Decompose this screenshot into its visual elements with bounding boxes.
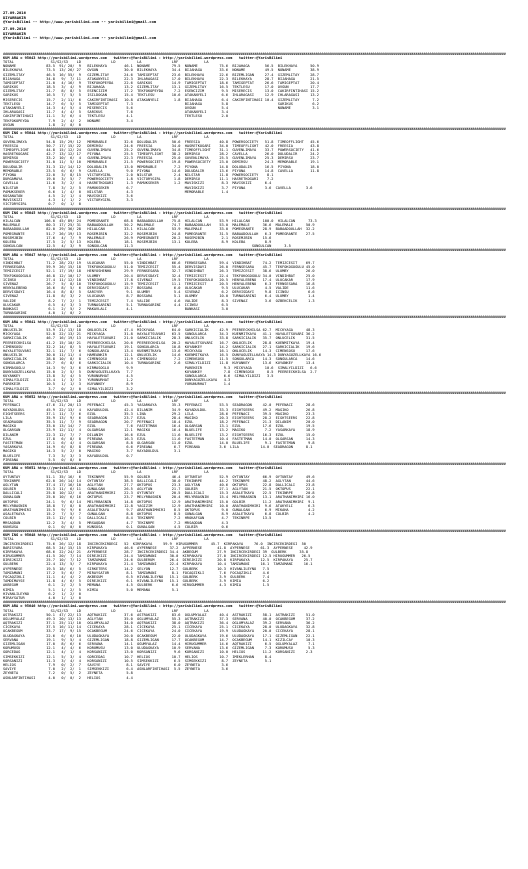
table-row: TEMIZCESIT 52.1 17/ 19/ 18 HENYOSHENHO 29.9 FERNSESARA 32.7 VINDIHBAT 26.3 TEMIZCESIT 38.6 ULUMBY 26.0 [3,269,315,274]
table-row: ASALETKAYA 15.2 7/ 5/ 7 GUNALGAN 8.8 OKTOPUS 8.5 GUNALGAN 8.9 ASALETKAYA 6.8 COLBIR 4.2 [3,512,315,517]
header-site-line[interactable]: @YarisBilimi -- http://www.yarisbilimi.com -- yarisbilimi@gmail.com [3,19,157,24]
table-row: ASNLARFINTIHASI 4.0 0/ 0/ 2 HELIOS 4.4 [3,675,133,680]
race-block [3,315,525,390]
table-row: TEKFOKOPEYDA 7.9 2/ 4/ 2 NONAME 3.4 [3,118,133,123]
table-row: MALEMALE 80.3 17/ 25/ 31 BABAADOULLAH 50.2 MALEMALE 74.7 BABAADOULLAH 53.0 MALEMALE 36.6 MALEMALE 50.9 [3,223,315,228]
table-row: CAKIRFINTIHASI 11.1 3/ 6/ 4 TEKTLESU 4.1 TEKTLESU 2.0 [3,114,229,119]
results-document [3,3,525,865]
race-title: KUM ARA = 95647 http://yarisbilimi.wordpress.com twitter:@YarisBilimi : http://yarisbilimi.wordpress.com twitter:@YarisBilimi [3,252,283,257]
table-row: TAMZAMANI 17.2 5/ 6/ 7 MIRAYSATUR 8.1 TAMZAMANI 8.1 FOCAQZIKLI 7.6 FOCAQZIKLI 4.6 [3,570,270,575]
table-row: VALIDE 8.2 7/ 2/ 1 TEMIZCESIT 7.4 VALIDE 4.6 VALIDE 8.3 SIVENAZ 3.6 OZBEKCELIK 1.3 [3,298,315,303]
race-block [3,207,525,249]
table-row: AGLYTAN 37.4 17/ 16/ 10 AGLYTAN 27.7 OKTOPUS 23.3 AGLYTAN 40.6 OKTOPUS 22.8 DALLICALI 23.8 [3,482,315,487]
table-row: SIMSEKKIZI 12.1 5/ 3/ 4 GORCEDAG 10.7 HELIOS 10.7 HELIOS 10.7 IMEKLERHAN 8.4 [3,654,272,659]
table-row: HIVANLILEYNO 6.2 1/ 2/ 0 [3,591,81,596]
table-row: DIREJKIZI 25.7 10/ 7/ 12 TAMZAMANI 24.6 GULBERUM 26.4 DIREJKIZI 20.8 KIRPAKAYA 12.5 KIRPAKAYA 25.7 [3,558,313,563]
table-row: NILSTAR 7.8 3/ 2/ 5 PAMUKSEKER 6.7 MAVISKIZI 3.7 PIYONA 3.6 CAVELLA 3.6 [3,185,313,190]
header-block [3,11,525,43]
race-title: KUM ARA = 95646 http://yarisbilimi.wordpress.com twitter:@YarisBilimi : http://yarisbilimi.wordpress.com twitter:@YarisBilimi [3,604,283,609]
table-row: MRSAQDAN 12.2 3/ 4/ 5 MRSAQDAN 4.7 TEKINRPE 7.2 MRSAQDAN 4.3 [3,520,229,525]
header-site-line[interactable]: @YarisBilimi -- http://www.yarisbilimi.com -- yarisbilimi@gmail.com [3,34,157,40]
column-header: TOTAL S1/S2/S3 LD LD LA LRF LA [3,59,209,64]
table-row: KIMIA 5.1 1/ 2/ 5 KIMIA 5.0 MEMANA 5.1 [3,587,179,592]
table-row: MELYRBASNIN 18.8 7/ 8/ 8 ARATHANIMHIRI 12.8 YAGIZIM 12.9 ARATHANIMHIRI 10.0 ARATHANIMHIRI 9.6 ATAKYELI 6.3 [3,503,315,508]
table-row: TURNASARINI 4.0 1/ 0/ 2 [3,311,81,316]
race-title: KUM ARA = 95651 http://yarisbilimi.wordpress.com twitter:@YarisBilimi : http://yarisbilimi.wordpress.com twitter:@YarisBilimi [3,466,283,471]
table-row: MEMORABLE 23.5 6/ 6/ 9 CAVELLA 9.0 PIYONA 14.6 DOLUDALIR 13.6 PIYONA 14.8 CAVELLA 11.8 [3,168,319,173]
races-block [3,52,525,680]
table-row: ROSEMJBIN 17.6 4/ 7/ 9 MALEMALE 26.9 POMEGRANTE 20.2 ROSEMJBIN 2.1 ROSEMJBIN 15.6 [3,235,272,240]
table-row: ZEYNETA 7.2 0/ 5/ 2 ZEYNETA 5.8 [3,671,133,676]
table-row: DILANIM 22.3 12/ 7/ 7 DILANIM 16.6 EZUL 11.6 BLUELIFE 13.2 EIGHTSEERS 16.3 EZUL 15.0 [3,432,315,437]
separator [3,248,525,252]
table-row: TIMEOFFLIGHT 44.8 15/ 12/ 24 GUVENLIMAYA 25.2 GUVENLIMAYA 34.8 TIMEOFFLIGHT 31.1 GUVENLIMAYA 33.7 POWERSOCIETY 41.6 [3,147,319,152]
table-row: KORUMUSU 12.1 4/ 4/ 6 KORUMUSU 13.0 ULUDAGKAYA 10.9 SERVANA 13.6 GIZEMLIGAN 7.3 KORUMUSU 5.3 [3,646,315,651]
race-block [3,529,525,600]
table-row: GORCEDAG 12.1 4/ 1/ 4 KORSANIZI 13.0 KORSANIZI 9.6 KORSANIZI 10.0 HELIOS 11.2 KORSANIZI 2.3 [3,650,313,655]
race-block [3,248,525,315]
table-row: MAVISKIZI 4.3 1/ 1/ 2 VICTORYGIRL 3.3 [3,198,133,203]
table-row: KIRPAKAYA 68.6 22/ 24/ 21 AYPERNESE 28.7 INCIRCEKIRDEGI 34.4 AKBEGUM 27.9 INCIRCEKIRDEGI 39 GULBERK 35.8 [3,549,309,554]
table-row: FERNSESARA 59.9 26/ 15/ 18 TEKFOKOGOGULU 51.0 TEMIZCESIT 55.4 DERVISDAYI 26.0 FERNSESARA 45.7 TEKFOKOGOGULU 45.0 [3,265,315,270]
table-row: DALLICALI 25.8 10/ 12/ 4 ARATHANIMHIRI 22.3 OYTUNTAY 20.5 DALLICALI 15.3 ASALETKAYA 22.5 TEKINRPE 20.8 [3,491,315,496]
race-title: KUM ARA = 95643 http://yarisbilimi.wordpress.com twitter:@YarisBilimi : http://yarisbilimi.wordpress.com twitter:@YarisBilimi [3,55,283,60]
table-row: HIRUGUMMER 41.5 20/ 7/ 14 DIREJKIZI 24.4 TAMZAMANI 30.0 KIRPAKAYA 27.0 INCIRCEKIRDEGI 12.5 HIRUGUMMER 26.5 [3,554,311,559]
table-row: GIZEMLITAY 46.5 16/ 55/ 9 GIZEMLITAY 24.6 TAMIGEPTAT 23.6 BILEKHAYA 22.6 BIZEMLIGAN 27.4 GIZEMLITAY 28.7 [3,72,319,77]
table-row: ONLUCELIK 53.9 21/ 13/ 18 ONLUCELIK 47.4 MICKYAGA 64.0 SARKICIALIK 42.9 PEEREECKHILSA 62.7 MICKYAGA 48.3 [3,327,315,332]
table-row: OCAKBEGUM 33.7 17/ 9/ 15 OCAKBEGUM 24.6 CICEKAYA 24.0 CICEKAYA 19.9 ULUDAGKAYA 20.0 CICEKAYA 28.1 [3,629,315,634]
table-row: HELIOS 7.9 0/ 2/ 7 SAVIYE 8.1 SAVIYE 6.0 ZEYNETA 3.6 [3,662,229,667]
table-row: FOCAQZIKLI 11.1 4/ 4/ 2 AKBEGUM 6.5 HIVANLILEYNO 15.1 GULBERK 3.9 GULBERK 7.4 [3,575,270,580]
table-row: TEKFOKOGOGULU 46.8 12/ 10/ 17 ULUMBY 20.4 DERVISDAYI 32.4 TEMIZCESIT 22.4 TEKFOKOGOGULU 34.0 VINDIHBAT 25.0 [3,273,315,278]
header-date: 27.09.2016 [3,10,26,16]
table-row: HAYALETSUVARI 32.1 11/ 7/ 6 SONGULARCA 13.4 KUENMITKAYA 13.6 MICKYAGA 16.1 ONLUCELIK 14.3 CIMENSOSU 17.6 [3,348,315,353]
table-row: ATAKANYELI 14.3 4/ 5/ 4 MISERECIS 5.6 OVGUN 5.4 NONAME 3.1 [3,106,319,111]
table-row: SARIKUS 16.5 7/ 5/ 5 ISILDOGAN 15.4 TEKTLESU 10.6 ATAKANYELI 6.6 IHLARAGASI 12.9 IHLARAGASI 13.2 [3,93,319,98]
table-row: HILALCAN 106.0 45/ 89/ 24 POMEGRANTE 68.8 BABAADOULLAH 75.8 HILALCAN 53.9 HILALCAN 100.0 HILALCAN 73.3 [3,219,317,224]
table-row: MAGIKO 33.0 13/ 14/ 7 EZUL 7.6 FASTETMAN 16.4 OLGARSAN 13.1 EZUL 17.6 EZUL 19.5 [3,424,315,429]
table-row: INCIRCEKIRDEGI 75.6 26/ 12/ 18 INCIRCEKIRDEGI 52 KIRPAKAYA 59.9 HIRUGUMMER 45.7 KIRPAKAYA 76.0 INCIRCEKIRDEGI 50 [3,541,306,546]
table-row: MAGIKO 14.3 5/ 2/ 0 MAGIKO 3.7 KAYADULDUL 3.1 [3,449,181,454]
table-row: BILEKHAYA 73.5 13/ 26/ 27 OVGUN 30.0 BILEKHAYA 34.4 BIJAHAGA 33.6 NONAME 49.5 NONAME 38.9 [3,68,319,73]
table-row: VINDIHBAT 71.2 28/ 23/ 19 ULUCAKAR 55.0 VINDIHBAT 66.6 FERNSESARA 59.4 VINDIHBAT 74.2 TEMIZCESIT 69.7 [3,260,315,265]
table-row: ONLUCELIK 30.0 11/ 11/ 4 HAMEANKIR 12.1 ONLUCELIK 14.6 KUENMITKAYA 16.5 DUNYAGUZELLKAYA 14.3 DUNYAGUZELLKAYA 16.6 [3,353,322,358]
table-row: OVGUN 1.8 2/ 0/ 0 [3,122,81,127]
race-block [3,127,525,207]
table-row: POWERSOCIETY 31.0 11/ 5/ 10 MEMORABLE 21.5 POWERSOCIETY 19.8 POWERSOCIETY 23.0 DEMIRSU 24.3 MEMORABLE 19.1 [3,160,319,165]
table-row: BLUELIFE 7.3 3/ 3/ 3 KAYADULDUL 0.7 [3,453,133,458]
table-row: ICINSU 27.4 11/ 12/ 18 VINDIHBAT 17.8 SIVENAZ 19.5 TEKFOKOGOGULU 20.5 HENYALEBENO 17.4 ULUCAKAR 17.9 [3,277,315,282]
table-row: CICEKAYA 37.5 16/ 11/ 14 CICEKAYA 28.1 CICEKAYA 25.1 CICEKAYA 25.1 CICEKAYA 28.0 ULUDAGKAYA 32.8 [3,625,315,630]
column-header: TOTAL S1/S2/S3 LD LD LA LRF LA [3,537,209,542]
table-row: SAVIYE 7.0 2/ 2/ 1 SIMSEKKIZI 6.4 ASNLARFINTIHASI 5.5 ZEYNETA 3.6 [3,667,229,672]
table-row: AYPERNESE 19.5 18/ 6/ 5 SIRKETERS 14.2 SELYON 12.7 GULBERK 10.3 HIVANLILEYNO 7.5 [3,566,270,571]
table-row: KAYADULDUL 45.9 22/ 13/ 4 KAYADULDUL 42.4 DILANIM 34.9 KAYADULDUL 33.3 EIGHTSEERS 49.2 MAGIKO 26.8 [3,407,315,412]
table-row: BABAADOULLAH 82.0 29/ 36/ 28 HILALCAN 33.1 HILALCAN 53.9 MALEMALE 33.0 POMEGRANTE 28.9 BABAADOULLAH 32.2 [3,227,315,232]
race-block [3,52,525,127]
table-row: DERVISDAYI 16.4 8/ 8/ 5 SARIYER 9.1 ULUMBY 5.4 SIVENAZ 6.2 DERVISDAYI 9.8 ICINSU 6.6 [3,290,315,295]
table-row: ASTRAKIZI 50.1 47/ 22/ 13 AQTRAKIZI 37.6 ASTRAKIZI 83.6 OGLUMYALAZ 40.4 ASTRAKIZI 58.1 ASTRAKIZI 51.0 [3,612,315,617]
table-row: SIMALYILDIZI 3.7 0/ 2/ 0 SIMALYILDIZI 3.2 [3,386,133,391]
table-row: GOLBIR 33.3 11/ 6/ 11 GUNALGAN 26.5 AGLYTAN 21.7 GOLBIR 27.1 AGLYTAN 21.5 OKTOPUS 22.1 [3,487,315,492]
column-header: TOTAL S1/S2/S3 LD LD LA LRF LA [3,135,209,140]
table-row: KUYANKEY 13.8 3/ 4/ 5 YURUNURHAT 4.5 SONGULARCA 6.6 SIMALYILDIZI 3.5 [3,374,274,379]
table-row: PIREANA 5.5 0/ 8/ 0 [3,457,81,462]
table-row: DURGAMAYA 19.0 3/ 5/ 7 POWERSOCIETY 1.8 VICTORYGIRL 1.8 DEMIRSU 11.1 HASRETKOGARI 7.2 [3,177,274,182]
table-row: OYTUNTAY 51.1 35/ 16/ 6 TEKINRPE 55.9 GOLBIR 46.4 OYTUNTAY 52.9 OYTUNTAY 66.9 OYTUNTAY 49.6 [3,474,315,479]
table-row: SIVENAZ 26.7 5/ 8/ 10 TEKFOKOGOGULU 15.9 TEMIZCESIT 11.1 TEMIZCESIT 20.5 HENYALEBENO 6.3 FERNSESARA 16.8 [3,281,315,286]
table-row: KOSANATAN 4.5 2/ 1/ 4 MAVISKIZI 3.6 [3,193,133,198]
table-row: FREESIA 50.7 17/ 15/ 22 DEMIRSU 24.6 FREESIA 34.0 HASRETKOGARI 34.0 TIMEOFFLIGHT 42.0 FREESIA 43.8 [3,143,319,148]
table-row: DEMIRSU 33.2 10/ 6/ 4 GUVENLIMAYA 22.3 FREESIA 25.0 GUVENLIMAYA 25.5 GUVENLIMAYA 25.3 DEMIRSU 23.7 [3,156,319,161]
race-title: KUM ING = 95645 http://yarisbilimi.wordpress.com twitter:@YarisBilimi : http://yarisbilimi.wordpress.com twitter:@YarisBilimi [3,210,283,215]
table-row: POMEGRANTE 51.7 26/ 19/ 13 ROSEMJBIN 32.2 ROSEMJBIN 24.8 POMEGRANTE 31.5 BABAADOULLAH 6.3 POMEGRANTE 27.5 [3,231,315,236]
table-row: SARKICIALIK 28.8 10/ 8/ 8 CIMENSOSU 11.9 CIMENSOSU 7.2 CIMENSOSU 11.5 SONGULARCA 14.3 SONGULARCA 14.6 [3,357,315,362]
table-row: AQTRAKIZI 37.1 25/ 11/ 10 OGLUMYALAZ 34.0 AQTRAKIZI 38.0 AQTRAKIZI 36.4 OGLUMYALAZ 39.2 SERVANA 36.2 [3,621,315,626]
column-header: TOTAL S1/S2/S3 LD LD LA LRF LA [3,323,209,328]
table-row: OKTOPUS 24.1 9/ 6/ 14 MELYRBASNIN 14.8 OKTOPUS 12.9 ARATHANIMHIRI 15.0 GOLBIR 11.2 ARATHANIMHIRI 9.1 [3,499,315,504]
header-city: DIYARBAKIR [3,30,26,36]
table-row: TEKTLESU 14.7 6/ 5/ 5 TAMIGEPTAT 7.3 BIJAHAGA 5.8 SARIKUS 6.2 [3,101,319,106]
column-header: TOTAL S1/S2/S3 LD LD LA LRF LA [3,608,209,613]
table-row: FASTETMAN 17.1 6/ 4/ 4 OLGARSAN 8.8 OLGARSAN 11.0 EZUL 14.0 BLUELIFE 9.1 FASTETMAN 9.8 [3,441,315,446]
table-row: SARIKUS 18.5 3/ 4/ 9 BIJAHAGA 13.2 GIZEMLITAY 13.1 GIZEMLITAY 16.5 TEKTLESU 17.0 OVGUN 17.7 [3,85,319,90]
race-title: KUM ING = 95648 http://yarisbilimi.wordpress.com twitter:@YarisBilimi : http://yarisbilimi.wordpress.com twitter:@YarisBilimi [3,533,283,538]
column-header: TOTAL S1/S2/S3 LD LD LA LRF LA [3,399,209,404]
table-row: COLBIR 15.1 12/ 6/ 1 DALLICALI 8.4 TEKINRPE 7.2 HROKAFSAN 4.7 TEKINRPE 13.5 [3,516,272,521]
table-row: KOLEBA 17.5 2/ 5/ 13 KOLEBA 18.1 ROSEMJBIN 13.1 KOLEBA 8.9 KOLEBA 8.9 [3,240,272,245]
table-row: HENYALEBENO 16.6 8/ 5/ 6 DERVISDAYI 15.7 BOSSARA 6.0 ULUCAKAR 9.5 ULUCAKAR 4.5 VALIDE 11.6 [3,286,315,291]
table-row: KORSANIZI 11.3 3/ 4/ 4 KORSANIZI 10.5 SIMSEKKIZI 6.5 SIMSEKKIZI 8.7 ZEYNETA 5.1 [3,658,272,663]
table-row: PEFENACI 47.6 21/ 20/ 13 PEFENACI 45.3 YASARKAYA 35.3 PEFENACI 53.5 SEADRAGON 42.0 PEFENACI 28.6 [3,403,315,408]
table-row: VICTORYGIRL 0.7 0/ 1/ 0 [3,202,81,207]
table-row: MICKYAGA 52.8 22/ 13/ 21 MICKYAGA 31.8 HAYALETSUVARI 63.5 SONGULARCA 34.3 KUENMITKAYA 41.1 HAYALETSUVARI 36.2 [3,332,315,337]
table-row: ARATHANIMHIRI 15.5 9/ 9/ 6 ASALETKAYA 9.7 ARATHANIMHIRI 8.5 OKTOPUS 9.0 GUNALGAN 6.9 MIKAHA 4.2 [3,508,315,513]
table-row: SONGULCAN 12.5 4/ 3/ 9 SONGULCAN 11.3 SONGULCAN 3.5 [3,244,291,249]
table-row: MISERECIS 15.7 2/ 11/ 6 CAKIRFINTIHASI 10.8 ATAKANYELI 1.8 BIJAHAGA 6.4 CAKIRFINTIHASI 10.4 GIZEMLITAY 7.2 [3,97,319,102]
table-row: LILA 35.9 13/ 9/ 6 SEADRAGON 23.7 EZUL 28.4 MAGIKO 20.3 EIGHTSEERS 28.2 EIGHTSEERS 22.8 [3,415,315,420]
table-row: OGLUMYALAZ 49.3 20/ 13/ 13 AGLYTAN 35.0 OGLUMYALAZ 55.3 ASTRAKIZI 37.3 SERVANA 40.0 OCAKBEGUM 37.2 [3,616,315,621]
race-block [3,391,525,462]
table-row: SONGULARCA 25.7 6/ 8/ 6 SARKICIALIK 10.4 TURNASARINI 2.6 SIMALYILDIZI 11.8 KUYANKEY 13.6 KUYANKEY 13.4 [3,361,315,366]
table-row: YASARKAYA 14.9 6/ 8/ 8 PIREANA 6.6 PIREANA 6.7 PIREANA 3.6 LILA 14.0 SEADRAGON 8.1 [3,445,313,450]
table-row: DUNYAGUZELLKAYA 15.0 2/ 5/ 5 DUNYAGUZELLKAYA 7.7 KUYANKEY 7.8 CIMENSOSU 8.5 PEEREECKHILSA 2.7 [3,369,317,374]
table-row: BANKASI 6.1 2/ 5/ 2 MAKAVLALI 4.1 BANKASI 3.0 [3,307,229,312]
table-row: CIMENSOSU 32.2 14/ 8/ 5 HAYALETSUVARI 19.1 SONGULARCA 10.8 KUYANKEY 14.2 SARKICIALIK 27.1 SARKICIALIK 19.6 [3,344,315,349]
table-row: KUNSUSA 0.1 0/ 0/ 0 KUNSUSA 0.1 GUNALGAN 4.5 COLBIR 0.6 [3,524,229,529]
table-row: EZUL 17.8 6/ 8/ 8 PIREANA 16.3 EZUL 11.6 FASTETMAN 10.4 FASTETMAN 14.0 OLGARSAN 14.3 [3,436,315,441]
table-row: AKBEGUM 6.1 2/ 2/ 5 MEMANA 4.5 GULBERK 6.6 HIRUGUMMER 4.3 KIMIA 1.5 [3,583,270,588]
table-row: SIMALYILDIZI 13.4 1/ 3/ 3 YURUNURHAT 1.2 DUNYAGUZELLKAYA 4.3 [3,378,231,383]
table-row: PIYONA 22.0 3/ 8/ 15 VICTORYGIRL 2.0 NILSTAR 2.4 NILSTAR 11.8 POWERSOCIETY 8.1 [3,173,274,178]
table-row: SIVENAZ 11.8 8/ 3/ 2 ULUCAKAR 8.7 BOSSARA 5.1 ULUMBY 10.0 TURNASARINI 6.4 ULUMBY 1.4 [3,294,315,299]
table-row: GIZEMLIGAN 17.0 8/ 6/ 6 SERVANA 14.1 OGUMYALAZ 14.4 HIRUGUMMER 14.6 AQTRAKIZI 6.5 OGLUMYALAZ 7.1 [3,642,315,647]
table-row: ULUDAGKAYA 22.6 6/ 6/ 10 ULUDAGKAYA 20.0 OCAKBEGUM 22.0 ULUDAGKAYA 19.6 ULUDAGKAYA 17.1 GIZEMLIGAN 22.1 [3,633,315,638]
table-row: SERVANA 19.1 9/ 5/ 4 GIZEMLIGAN 18.8 GIZEMLIGAN 17.7 OCAKBEGUM 14.7 OCAKBEGUM 14.1 KIZILCAY 10.3 [3,637,315,642]
table-row: GUVENLIMAYA 54.8 15/ 29/ 12 MEMORABLE 32.6 DOLUDALIR 50.6 FREESIA 40.8 POWERSOCIETY 51.8 TIMEOFFLIGHT 45.6 [3,139,319,144]
table-row: PEEREECKHILSA 41.2 15/ 10/ 21 PEEREECKHILSA 20.6 PEEREECKHILSA 20.2 HAYALETSUVARI 16.7 ONLUCELIK 28.8 KUENMITKAYA 19.4 [3,340,315,345]
table-row: DOLUDALIR 31.3 12/ 14/ 12 DOLUDALIR 13.0 MEMORABLE 7.2 PIYONA 14.8 DOLUDALIR 16.5 PIYONA 18.0 [3,164,319,169]
separator [3,315,525,319]
race-block [3,462,525,529]
column-header: TOTAL S1/S2/S3 LD LD LA LRF LA [3,470,209,475]
table-row: GUNALGAN 25.0 10/ 6/ 16 OKTOPUS 23.7 MELYRBASNIN 20.4 MELYRBASNIN 15.4 MELYRBASNIN 13.1 ARATHANIMHIRI 16.0 [3,495,315,500]
table-row: PAMUKSEKER 6.6 1/ 4/ 0 NILSTAR 4.3 MEMORABLE 1.4 [3,189,229,194]
table-row: HASRETKOGARI 42.7 13/ 12/ 17 PIYONA 25.5 TIMEOFFLIGHT 38.2 DEMIRSU 28.2 CAVELLA 26.0 DOLUDALIR 24.2 [3,152,319,157]
table-row: NONAME 83.5 91/ 20/ 9 BILEKHAYA 46.1 NONAME 79.5 NONAME 75.6 BIJAHAGA 56.5 BILEKHAYA 50.9 [3,64,319,69]
table-row: SEADRAGON 35.5 11/ 7/ 9 SEADRAGON 20.7 PEFENACI 18.4 EZUL 18.2 PEFENACI 21.3 DILANIM 20.0 [3,420,315,425]
table-row: SARKICIALIK 46.7 16/ 19/ 13 HAYALETSUVARI 21.0 SARKICIALIK 28.3 ONLUCELIK 33.8 SARKICIALIK 35.7 ONLUCELIK 31.5 [3,336,315,341]
table-row: KIRMASOGLU 14.3 9/ 3/ 6 KIRMASOGLU 9.9 PAREKEIR 9.3 MICKYAGA 10.6 SIMALYILDIZI 6.6 [3,365,317,370]
table-row: BARISYARA 68.5 24/ 15/ 15 KIRPAKAYA 46.6 AYPERNESE 37.2 AYPERNESE 41.8 AYPERNESE 61.3 AYPERNESE 42.9 [3,545,313,550]
table-row: TAMIGEPTAT 21.0 4/ 16/ 9 TEKFOKOPEYDA 22.6 SARIKUS 14.9 TAMIGEPTAT 18.6 TAMIGEPTAT 26.6 TAMIGEPTAT 20.4 [3,80,319,85]
table-row: CAVELLA 11.6 3/ 2/ 4 HASRETKOGARI 1.3 PAMUKSEKER 1.2 MAVISKIZI 8.3 MAVISKIZI 6.4 [3,181,272,186]
race-block [3,600,525,680]
race-title: KUM ARA = 95641 http://yarisbilimi.wordpress.com twitter:@YarisBilimi : http://yarisbilimi.wordpress.com twitter:@YarisBilimi [3,319,283,324]
table-row: GULBERK 22.4 13/ 5/ 7 KIRPAKAYA 21.4 TAMZAMANI 22.4 KIRPAKAYA 10.4 TAMZAMANI 16.1 TAMZAMANI 16.1 [3,562,313,567]
table-row: TEKINRPE 62.0 26/ 14/ 14 OYTUNTAY 38.5 DALLICALI 30.0 TEKINRPE 44.2 TEKINRPE 48.2 AGLYTAN 44.6 [3,478,315,483]
table-row: BIJAHAGA 34.8 9/ 7/ 11 ATAKANYELI 22.3 IHLARAGASI 17.0 BILEKHAYA 22.3 BILEKHAYA 28.7 BIJAHAGA 21.5 [3,76,319,81]
table-row: EIGHTSEERS 37.1 11/ 7/ 6 EZUL 35.3 LINA 29.2 LILA 28.6 PEFENACI 39.5 MAGIKO 23.3 [3,411,315,416]
spacer [3,40,525,43]
table-row: PAREKEIR 10.5 1/ 1/ 3 KUYANKEY 8.9 YURUNURHAT 1.4 [3,382,231,387]
column-header: TOTAL S1/S2/S3 LD LD LA LRF LA [3,214,209,219]
table-row: ULUCAKAR 6.5 4/ 3/ 3 TURNASARINI 5.1 TURNASARINI 4.4 ICINSU 6.5 [3,302,229,307]
race-title: KUM ING = 95644 http://yarisbilimi.wordpress.com twitter:@YarisBilimi : http://yarisbilimi.wordpress.com twitter:@YarisBilimi [3,131,283,136]
table-row: GIZEMLITAY 21.7 8/ 8/ 5 ESENCIZIM 17.2 TEKFOKOPEYDA 7.2 ESENCIZIM 9.5 MISERECIS 13.0 CAKIRFINTIHASI 15.2 [3,89,319,94]
table-row: TAMDIMAYSE 11.8 4/ 6/ 5 DIREJKIZI 6.1 HIVANLILEYNO 15.1 GULBERK 3.9 KIMIA 6.2 [3,579,270,584]
column-header: TOTAL S1/S2/S3 LD LD LA LRF LA [3,256,209,261]
header-city: DIYARBAKIR [3,14,26,20]
table-row: MIRAYSATUR 4.0 1/ 1/ 0 [3,595,81,600]
race-title: KUM ARA = 95652 http://yarisbilimi.wordpress.com twitter:@YarisBilimi : http://yarisbilimi.wordpress.com twitter:@YarisBilimi [3,394,283,399]
table-row: IHLARAGASI 11.7 4/ 4/ 5 SARIKUS 7.6 ATAKANYELI 3.4 [3,110,229,115]
header-date: 27.09.2016 [3,26,26,32]
table-row: OLGARSAN 23.9 12/ 11/ 4 OLGARSAN 12.1 MAGIKO 16.4 BLUELIFE 13.2 MAGIKO 7.2 YASARKAYA 18.9 [3,428,315,433]
